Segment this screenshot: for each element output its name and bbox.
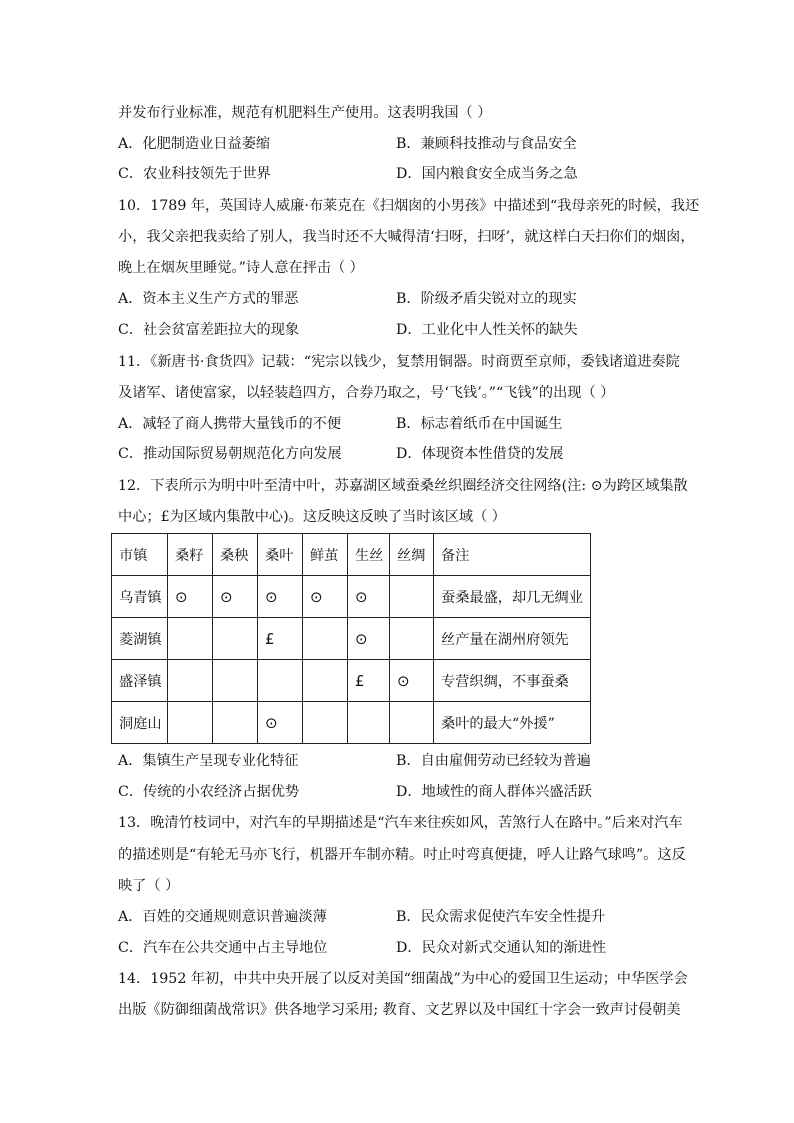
table-cell-symbol [258, 660, 303, 702]
table-cell-symbol: ⊙ [348, 576, 390, 618]
table-header-cell: 备注 [434, 534, 591, 576]
q13-option-a[interactable]: A．百姓的交通规则意识普遍淡薄 [118, 909, 327, 925]
q10-option-b[interactable]: B．阶级矛盾尖锐对立的现实 [396, 291, 577, 307]
table-cell-symbol: ⊙ [258, 702, 303, 744]
table-header-cell: 桑叶 [258, 534, 303, 576]
table-cell-symbol [168, 660, 213, 702]
table-cell-symbol: ⊙ [348, 618, 390, 660]
question-9-text-tail: 并发布行业标准，规范有机肥料生产使用。这表明我国（ ） [118, 105, 492, 121]
q12-option-b[interactable]: B．自由雇佣劳动已经较为普遍 [396, 753, 591, 769]
question-13-line-2: 的描述则是“有轮无马亦飞行，机器开车制亦精。吋止吋弯真便捷，呼人让路气球鸣”。这反 [118, 847, 686, 863]
question-12-line-2: 中心；£为区域内集散中心)。这反映这反映了当时该区域（ ） [118, 509, 506, 525]
table-header-cell: 生丝 [348, 534, 390, 576]
q13-option-d[interactable]: D．民众对新式交通认知的渐进性 [396, 940, 607, 956]
table-row [112, 576, 591, 618]
table-row [112, 660, 591, 702]
table-header-cell: 鲜茧 [303, 534, 348, 576]
table-header-cell: 桑籽 [168, 534, 213, 576]
question-11-line-2: 及诸军、诸使富家，以轻装趋四方，合券乃取之，号‘飞钱’。”“飞钱”的出现（ ） [118, 385, 615, 401]
table-cell-symbol [168, 702, 213, 744]
table-cell-town: 洞庭山 [112, 702, 168, 744]
table-cell-symbol: ⊙ [390, 660, 434, 702]
q13-option-b[interactable]: B．民众需求促使汽车安全性提升 [396, 909, 606, 925]
table-cell-symbol: ⊙ [168, 576, 213, 618]
table-cell-symbol: ⊙ [213, 576, 258, 618]
q10-option-c[interactable]: C．社会贫富差距拉大的现象 [118, 322, 300, 338]
table-cell-symbol: ⊙ [258, 576, 303, 618]
q11-option-a[interactable]: A．减轻了商人携带大量钱币的不便 [118, 416, 342, 432]
table-cell-symbol: ⊙ [303, 576, 348, 618]
q9-option-d[interactable]: D．国内粮食安全成当务之急 [396, 166, 578, 182]
table-cell-symbol: £ [348, 660, 390, 702]
question-14-line-2: 出版《防御细菌战常识》供各地学习采用; 教育、文艺界以及中国红十字会一致声讨侵朝美 [118, 1002, 681, 1018]
table-cell-note: 丝产量在湖州府领先 [434, 618, 591, 660]
q11-option-d[interactable]: D．体现资本性借贷的发展 [396, 446, 564, 462]
table-cell-note: 蚕桑最盛，却几无绸业 [434, 576, 591, 618]
q13-option-c[interactable]: C．汽车在公共交通中占主导地位 [118, 940, 328, 956]
question-13-line-3: 映了（ ） [118, 878, 180, 894]
question-10-line-3: 晚上在烟灰里睡觉。”诗人意在抨击（ ） [118, 260, 364, 276]
q12-option-d[interactable]: D．地域性的商人群体兴盛活跃 [396, 784, 592, 800]
table-cell-symbol [213, 660, 258, 702]
question-11-line-1: 11．《新唐书·食货四》记载：“宪宗以钱少，复禁用铜器。时商贾至京师，委钱诸道进奏院 [118, 354, 680, 370]
table-cell-note: 桑叶的最大“外援” [434, 702, 591, 744]
question-12-line-1: 12．下表所示为明中叶至清中叶，苏嘉湖区域蚕桑丝织圈经济交往网络(注: ⊙为跨区域集散 [118, 478, 688, 494]
table-header-row [112, 534, 591, 576]
table-cell-symbol: £ [258, 618, 303, 660]
economic-network-table [111, 533, 591, 744]
q9-option-a[interactable]: A．化肥制造业日益萎缩 [118, 136, 271, 152]
q11-option-b[interactable]: B．标志着纸币在中国诞生 [396, 416, 563, 432]
table-cell-symbol [213, 618, 258, 660]
table-cell-symbol [390, 702, 434, 744]
table-cell-symbol [303, 660, 348, 702]
question-13-line-1: 13．晚清竹枝词中，对汽车的早期描述是“汽车来往疾如风，苦煞行人在路中。”后来对汽车 [118, 815, 683, 831]
table-cell-town: 菱湖镇 [112, 618, 168, 660]
q9-option-c[interactable]: C．农业科技领先于世界 [118, 166, 271, 182]
q12-option-c[interactable]: C．传统的小农经济占据优势 [118, 784, 300, 800]
table-cell-symbol [213, 702, 258, 744]
question-10-line-2: 小，我父亲把我卖给了别人，我当时还不大喊得清‘扫呀，扫呀’，就这样白天扫你们的烟囱， [118, 229, 695, 245]
table-header-cell: 市镇 [112, 534, 168, 576]
q11-option-c[interactable]: C．推动国际贸易朝规范化方向发展 [118, 446, 342, 462]
table-row [112, 702, 591, 744]
table-cell-symbol [168, 618, 213, 660]
q10-option-d[interactable]: D．工业化中人性关怀的缺失 [396, 322, 578, 338]
question-14-line-1: 14．1952 年初，中共中央开展了以反对美国“细菌战”为中心的爱国卫生运动；中华医学会 [118, 971, 688, 987]
table-cell-note: 专营织绸，不事蚕桑 [434, 660, 591, 702]
table-cell-town: 乌青镇 [112, 576, 168, 618]
question-10-line-1: 10．1789 年，英国诗人威廉·布莱克在《扫烟囱的小男孩》中描述到“我母亲死的时候，我还 [118, 198, 700, 214]
table-cell-town: 盛泽镇 [112, 660, 168, 702]
q12-option-a[interactable]: A．集镇生产呈现专业化特征 [118, 753, 299, 769]
table-header-cell: 桑秧 [213, 534, 258, 576]
table-cell-symbol [303, 702, 348, 744]
table-cell-symbol [348, 702, 390, 744]
q9-option-b[interactable]: B．兼顾科技推动与食品安全 [396, 136, 577, 152]
table-cell-symbol [390, 576, 434, 618]
table-cell-symbol [303, 618, 348, 660]
table-cell-symbol [390, 618, 434, 660]
q10-option-a[interactable]: A．资本主义生产方式的罪恶 [118, 291, 299, 307]
table-row [112, 618, 591, 660]
table-header-cell: 丝绸 [390, 534, 434, 576]
